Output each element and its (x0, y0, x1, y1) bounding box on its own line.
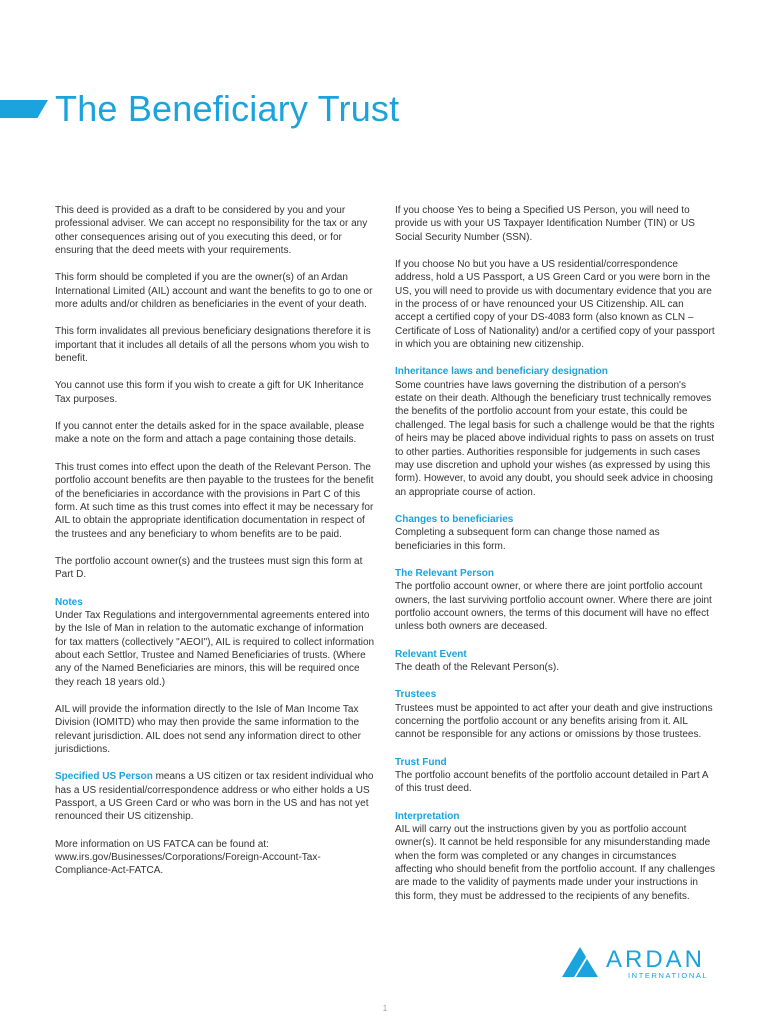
right-paragraph (395, 688, 715, 741)
left-paragraph (55, 770, 375, 823)
left-paragraph (55, 420, 375, 447)
left-paragraph (55, 379, 375, 406)
right-paragraph (395, 648, 715, 675)
right-paragraph (395, 756, 715, 796)
paragraph-text: This form invalidates all previous beneficiary designations therefore it is important that it includes all details of all the persons whom you wish to benefit. (55, 326, 371, 365)
left-paragraph (55, 555, 375, 582)
title-accent-bar (0, 100, 48, 118)
paragraph-text: Under Tax Regulations and intergovernmental agreements entered into by the Isle of Man in relation to the automatic exchange of information for tax matters (collectively "AEOI"), AIL is required to collect information about each Settlor, Trustee and Named Beneficiaries of trusts. (Where any of the Named Beneficiaries are minors, this will be required once they reach 18 years old.) (55, 609, 375, 688)
paragraph-text: The portfolio account owner(s) and the trustees must sign this form at Part D. (55, 555, 363, 581)
right-paragraph (395, 810, 715, 903)
right-paragraph (395, 258, 715, 351)
section-heading: Inheritance laws and beneficiary designation (395, 366, 608, 378)
paragraph-text: If you choose Yes to being a Specified US Person, you will need to provide us with your US Taxpayer Identification Number (TIN) or US Social Security Number (SSN). (395, 205, 695, 243)
right-paragraph (395, 365, 715, 498)
right-paragraph (395, 567, 715, 634)
paragraph-text: AIL will provide the information directly to the Isle of Man Income Tax Division (IOMITD) who may then provide the same information to the relevant jurisdiction. AIL does not send any information direct to other jurisdictions. (55, 703, 361, 755)
left-paragraph (55, 838, 375, 878)
paragraph-text: This deed is provided as a draft to be considered by you and your professional adviser. We can accept no responsibility for the tax or any other consequences arising out of you executing this deed, or for ensuring that the deed meets with your requirements. (55, 205, 368, 257)
paragraph-text: This form should be completed if you are the owner(s) of an Ardan International Limited (AIL) account and want the benefits to go to one or more adults and/or children as beneficiaries in the event of your death. (55, 272, 373, 311)
right-column (395, 204, 715, 917)
paragraph-text: This trust comes into effect upon the death of the Relevant Person. The portfolio account benefits are then payable to the trustees for the benefit of the beneficiaries in accordance with the provisions in Part C of this form. At such time as this trust comes into effect it may be necessary for AIL to obtain the appropriate identification documentation in respect of the trustees and any beneficiary to whom benefits are to be paid. (55, 461, 374, 540)
left-paragraph (55, 204, 375, 257)
section-heading: Interpretation (395, 810, 460, 822)
paragraph-text: The portfolio account owner, or where there are joint portfolio account owners, the last surviving portfolio account owner. Where there are joint portfolio account owners, the terms of this document will have no effect unless both owners are deceased. (395, 581, 712, 633)
paragraph-text: Some countries have laws governing the distribution of a person's estate on their death. Although the beneficiary trust technically removes the benefits of the portfolio account from your estate, this could be challenged. The legal basis for such a challenge would be that the rights of heirs may be placed above individual rights to pass on assets on trust to other parties. Authorities responsible for judgements in such cases may use discretion and uphold your wishes (as expressed by using this form). However, to avoid any doubt, you should seek advice in choosing an appropriate course of action. (395, 379, 715, 498)
paragraph-text: Trustees must be appointed to act after your death and give instructions concerning the portfolio account or any benefits arising from it. AIL cannot be responsible for any actions or omissions by those trustees. (395, 702, 713, 741)
paragraph-text: The portfolio account benefits of the portfolio account detailed in Part A of this trust deed. (395, 770, 708, 795)
right-paragraph (395, 513, 715, 553)
left-paragraph (55, 325, 375, 365)
page-title: The Beneficiary Trust (55, 88, 400, 129)
section-heading: Trust Fund (395, 756, 447, 768)
left-paragraph (55, 461, 375, 541)
ardan-logo-mark-icon (562, 947, 598, 977)
left-paragraph (55, 703, 375, 756)
left-column (55, 204, 375, 892)
logo-name: ARDAN (606, 946, 706, 973)
ardan-logo (562, 945, 722, 981)
page-number: 1 (382, 1004, 388, 1013)
paragraph-text: You cannot use this form if you wish to create a gift for UK Inheritance Tax purposes. (55, 380, 364, 405)
logo-sub: INTERNATIONAL (628, 971, 709, 980)
paragraph-text: The death of the Relevant Person(s). (395, 661, 559, 673)
paragraph-text: If you cannot enter the details asked for in the space available, please make a note on the form and attach a page containing those details. (55, 421, 365, 446)
paragraph-text: More information on US FATCA can be found at: www.irs.gov/Businesses/Corporations/Foreign-Account-Tax-Compliance-Act-FATCA. (55, 838, 321, 877)
left-paragraph (55, 271, 375, 311)
paragraph-text: means a US citizen or tax resident individual who has a US residential/correspondence address or who either holds a US Passport, a US Green Card or who was born in the US and has not yet renounced their US citizenship. (55, 771, 374, 823)
paragraph-text: AIL will carry out the instructions given by you as portfolio account owner(s). It cannot be held responsible for any misunderstanding made when the form was completed or any changes in circumstances affecting who should benefit from the portfolio account. If any challenges are made to the validity of payments made under your instructions in this form, they must be addressed to the recipients of any benefits. (395, 824, 716, 902)
section-heading: Notes (55, 596, 83, 608)
section-heading: The Relevant Person (395, 567, 494, 579)
paragraph-text: If you choose No but you have a US residential/correspondence address, hold a US Passport, a US Green Card or you were born in the US, you will need to provide us with documentary evidence that you are in the process of or have renounced your US Citizenship. AIL can accept a certified copy of your DS-4083 form (also known as CLN – Certificate of Loss of Nationality) and/or a certified copy of your passport in which you are obtaining new citizenship. (395, 259, 715, 351)
section-heading: Trustees (395, 689, 437, 701)
section-heading: Changes to beneficiaries (395, 513, 514, 525)
paragraph-text: Completing a subsequent form can change those named as beneficiaries in this form. (395, 527, 660, 552)
right-paragraph (395, 204, 715, 244)
section-heading: Relevant Event (395, 648, 467, 660)
inline-heading: Specified US Person (55, 771, 153, 783)
left-paragraph (55, 596, 375, 689)
